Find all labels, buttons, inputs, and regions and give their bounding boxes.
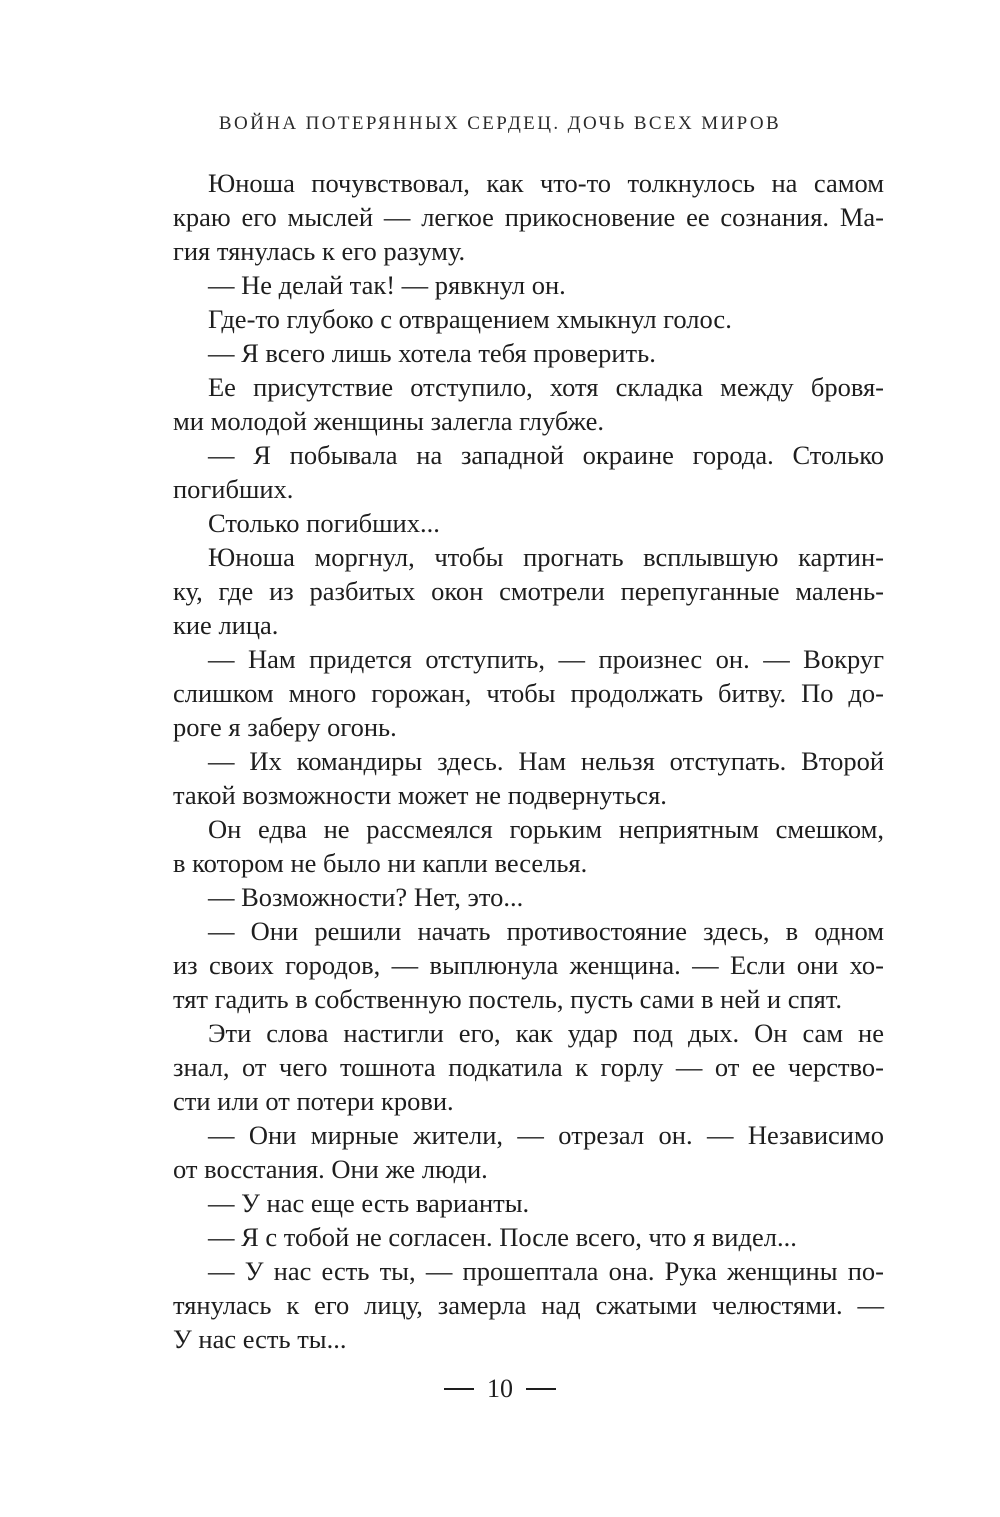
text-line: от восстания. Они же люди. xyxy=(173,1154,488,1184)
text-line: тят гадить в собственную постель, пусть сами в ней и спят. xyxy=(173,984,843,1014)
text-line: Эти слова настигли его, как удар под дых. Он сам не xyxy=(208,1018,884,1048)
text-line: — Я с тобой не согласен. После всего, что я видел... xyxy=(208,1222,797,1252)
text-line: из своих городов, — выплюнула женщина. — Если они хо- xyxy=(173,950,884,980)
text-line: — Возможности? Нет, это... xyxy=(208,882,524,912)
folio-rule-right xyxy=(526,1388,556,1390)
text-line: — У нас еще есть варианты. xyxy=(208,1188,530,1218)
running-header: ВОЙНА ПОТЕРЯННЫХ СЕРДЕЦ. ДОЧЬ ВСЕХ МИРОВ xyxy=(218,113,782,134)
folio-rule-left xyxy=(444,1388,474,1390)
page-number: 10 xyxy=(487,1374,513,1403)
text-line: знал, от чего тошнота подкатила к горлу — от ее черство- xyxy=(173,1052,884,1082)
text-line: — Я побывала на западной окраине города. Столько xyxy=(208,440,884,470)
text-line: — Они мирные жители, — отрезал он. — Независимо xyxy=(208,1120,884,1150)
text-line: Юноша почувствовал, как что-то толкнулось на самом xyxy=(208,168,884,198)
text-line: сти или от потери крови. xyxy=(173,1086,454,1116)
text-line: — Не делай так! — рявкнул он. xyxy=(208,270,566,300)
body-text xyxy=(173,166,884,1356)
text-line: в котором не было ни капли веселья. xyxy=(173,848,588,878)
text-line: Юноша моргнул, чтобы прогнать всплывшую картин- xyxy=(208,542,884,572)
text-line: кие лица. xyxy=(173,610,279,640)
text-line: Столько погибших... xyxy=(208,508,440,538)
text-line: ми молодой женщины залегла глубже. xyxy=(173,406,605,436)
text-line: погибших. xyxy=(173,474,294,504)
text-line: тянулась к его лицу, замерла над сжатыми челюстями. — xyxy=(173,1290,884,1320)
text-line: — Они решили начать противостояние здесь, в одном xyxy=(208,916,884,946)
text-line: такой возможности может не подвернуться. xyxy=(173,780,667,810)
text-line: Он едва не рассмеялся горьким неприятным смешком, xyxy=(208,814,884,844)
text-line: — Их командиры здесь. Нам нельзя отступать. Второй xyxy=(208,746,884,776)
text-line: Ее присутствие отступило, хотя складка между бровя- xyxy=(208,372,884,402)
text-line: слишком много горожан, чтобы продолжать битву. По до- xyxy=(173,678,884,708)
text-line: краю его мыслей — легкое прикосновение ее сознания. Ма- xyxy=(173,202,884,232)
page-number-footer xyxy=(0,1374,1000,1404)
text-line: — Я всего лишь хотела тебя проверить. xyxy=(208,338,656,368)
text-line: — Нам придется отступить, — произнес он. — Вокруг xyxy=(208,644,884,674)
text-line: гия тянулась к его разуму. xyxy=(173,236,466,266)
text-line: — У нас есть ты, — прошептала она. Рука женщины по- xyxy=(208,1256,884,1286)
text-line: У нас есть ты... xyxy=(173,1324,347,1354)
text-line: ку, где из разбитых окон смотрели перепуганные малень- xyxy=(173,576,884,606)
text-line: Где-то глубоко с отвращением хмыкнул голос. xyxy=(208,304,732,334)
text-line: роге я заберу огонь. xyxy=(173,712,397,742)
